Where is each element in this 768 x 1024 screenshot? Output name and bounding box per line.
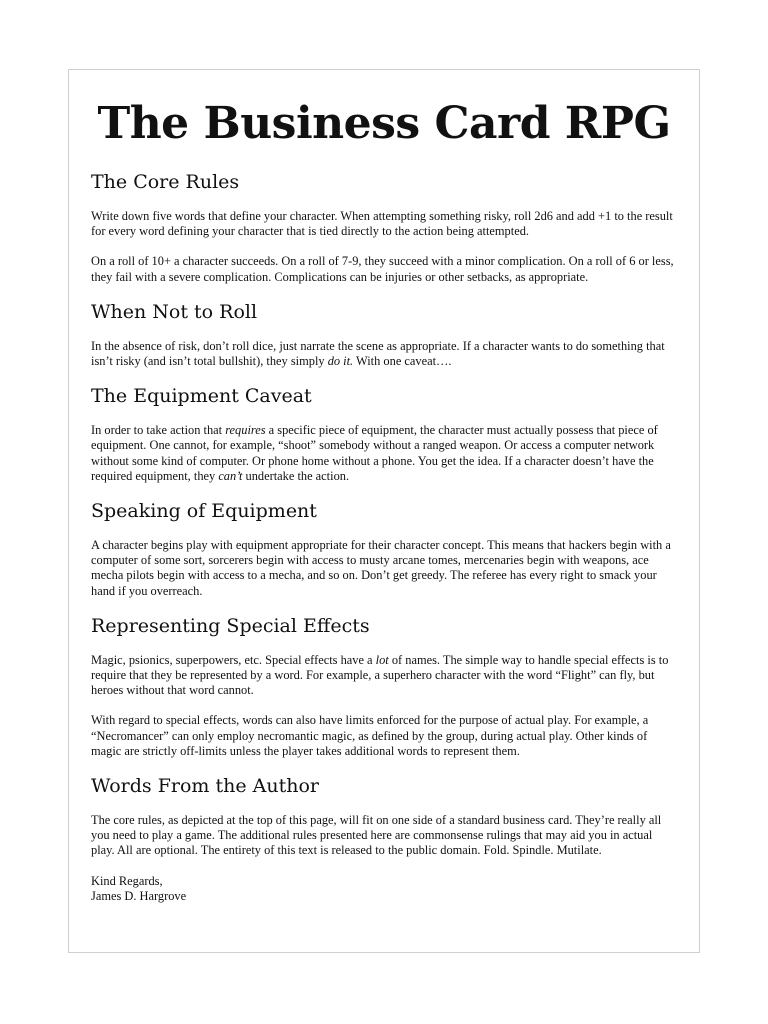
signoff-author: James D. Hargrove bbox=[91, 888, 187, 903]
paragraph: Magic, psionics, superpowers, etc. Special effects have a lot of names. The simple way to handle special effects is to require that they be represented by a word. For example, a superhero character with the word “Flight” can fly, but heroes without that word cannot. bbox=[91, 652, 669, 698]
paragraph: A character begins play with equipment appropriate for their character concept. This means that hackers begin with a computer of some sort, sorcerers begin with access to musty arcane tomes, mercenaries begin with weapons, ace mecha pilots begin with access to a mecha, and so on. Don’t get greedy. The referee has every right to smack your hand if you overreach. bbox=[91, 538, 671, 598]
paragraph: The core rules, as depicted at the top of this page, will fit on one side of a standard business card. They’re really all you need to play a game. The additional rules presented here are commonsense rulings that may aid you in actual play. All are optional. The entirety of this text is released to the public domain. Fold. Spindle. Mutilate. bbox=[91, 813, 662, 858]
document-content bbox=[91, 96, 677, 904]
paragraph: Write down five words that define your character. When attempting something risky, roll 2d6 and add +1 to the result for every word defining your character that is tied directly to the action being attempted. bbox=[91, 209, 673, 239]
emphasis: do it. bbox=[327, 354, 354, 369]
section-when-not-to-roll bbox=[91, 300, 677, 369]
section-core-rules bbox=[91, 170, 677, 285]
signoff bbox=[91, 874, 677, 904]
document-title: The Business Card RPG bbox=[97, 98, 671, 149]
paragraph: In the absence of risk, don’t roll dice, just narrate the scene as appropriate. If a character wants to do something that isn’t risky (and isn’t total bullshit), they simply do it. With one caveat…. bbox=[91, 338, 665, 369]
emphasis: lot bbox=[375, 652, 389, 667]
document-page bbox=[68, 69, 700, 953]
section-special-effects bbox=[91, 614, 677, 759]
section-heading: When Not to Roll bbox=[91, 300, 258, 323]
section-words-from-author bbox=[91, 774, 677, 859]
signoff-closing: Kind Regards, bbox=[91, 873, 163, 888]
section-heading: The Equipment Caveat bbox=[91, 385, 312, 408]
paragraph: With regard to special effects, words can also have limits enforced for the purpose of actual play. For example, a “Necromancer” can only employ necromantic magic, as defined by the group, during actual play. Other kinds of magic are strictly off-limits unless the player takes additional words to represent them. bbox=[91, 713, 649, 758]
section-heading: Words From the Author bbox=[91, 775, 319, 798]
section-heading: The Core Rules bbox=[91, 171, 240, 193]
emphasis: requires bbox=[225, 423, 266, 438]
paragraph: In order to take action that requires a specific piece of equipment, the character must actually possess that piece of equipment. One cannot, for example, “shoot” somebody without a ranged weapon. Or access a computer network without some kind of computer. Or phone home without a phone. You get the idea. If a character doesn’t have the required equipment, they can’t undertake the action. bbox=[91, 423, 658, 483]
section-equipment-caveat bbox=[91, 384, 677, 484]
section-heading: Speaking of Equipment bbox=[91, 500, 317, 523]
paragraph: On a roll of 10+ a character succeeds. On a roll of 7-9, they succeed with a minor complication. On a roll of 6 or less, they fail with a severe complication. Complications can be injuries or other setbacks, as appropriate. bbox=[91, 254, 674, 284]
section-speaking-of-equipment bbox=[91, 499, 677, 599]
section-heading: Representing Special Effects bbox=[91, 614, 370, 637]
emphasis: can’t bbox=[218, 468, 243, 483]
